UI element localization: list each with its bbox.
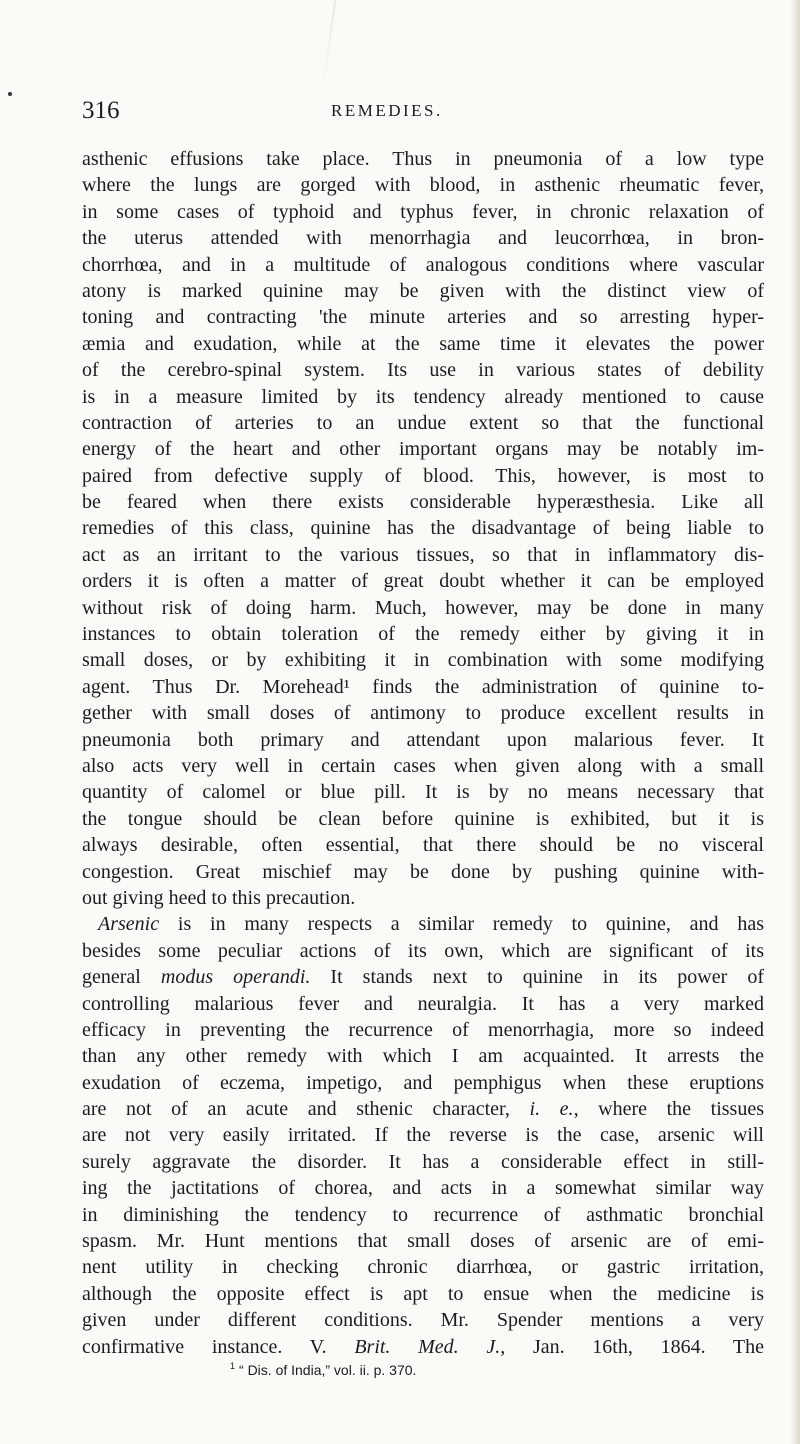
text-line: small doses, or by exhibiting it in combination with some modifying: [82, 649, 764, 672]
italic-term-arsenic: Arsenic: [98, 913, 160, 936]
text-line: are not of an acute and sthenic character, i. e., where the tissues: [82, 1098, 765, 1121]
page-number: 316: [82, 97, 120, 124]
text-line: of the cerebro-spinal system. Its use in various states of debility: [82, 359, 764, 382]
text-line: given under different conditions. Mr. Spender mentions a very: [82, 1309, 764, 1332]
text-line: instances to obtain toleration of the remedy either by giving it in: [82, 623, 764, 646]
italic-term-ie: i. e.: [529, 1098, 574, 1121]
text-line: remedies of this class, quinine has the disadvantage of being liable to: [82, 517, 764, 540]
text-line: also acts very well in certain cases when given along with a small: [82, 754, 764, 777]
text-line: toning and contracting 'the minute arteries and so arresting hyper-: [82, 306, 764, 329]
text-line: controlling malarious fever and neuralgia. It has a very marked: [82, 992, 764, 1015]
text-line: energy of the heart and other important organs may be notably im-: [82, 438, 764, 461]
italic-term-modus-operandi: modus operandi.: [160, 966, 311, 989]
text-line: where the lungs are gorged with blood, in asthenic rheumatic fever,: [82, 174, 764, 197]
text-line: general modus operandi. It stands next to quinine in its power of: [82, 966, 764, 989]
text-line: spasm. Mr. Hunt mentions that small doses of arsenic are of emi-: [82, 1230, 764, 1253]
text-line: orders it is often a matter of great doubt whether it can be employed: [82, 570, 764, 593]
text-line: act as an irritant to the various tissues, so that in inflammatory dis-: [82, 543, 764, 566]
text-line: although the opposite effect is apt to ensue when the medicine is: [82, 1282, 764, 1305]
text-line: out giving heed to this precaution.: [82, 886, 356, 909]
text-line: besides some peculiar actions of its own, which are significant of its: [82, 939, 764, 962]
text-line: efficacy in preventing the recurrence of menorrhagia, more so indeed: [82, 1018, 764, 1041]
text-line: æmia and exudation, while at the same time it elevates the power: [82, 332, 764, 355]
text-line: atony is marked quinine may be given with the distinct view of: [82, 279, 764, 302]
text-line: surely aggravate the disorder. It has a considerable effect in still-: [82, 1150, 764, 1173]
text-line: paired from defective supply of blood. This, however, is most to: [82, 464, 764, 487]
text-line: exudation of eczema, impetigo, and pemphigus when these eruptions: [82, 1071, 764, 1094]
text-line: quantity of calomel or blue pill. It is by no means necessary that: [82, 781, 764, 804]
text-line: is in a measure limited by its tendency already mentioned to cause: [82, 385, 764, 408]
text-line: than any other remedy with which I am acquainted. It arrests the: [82, 1045, 764, 1068]
running-head: REMEDIES.: [331, 101, 443, 120]
body-text: [82, 146, 764, 1360]
text-line: without risk of doing harm. Much, however, may be done in many: [82, 596, 764, 619]
paragraph-arsenic: [82, 911, 764, 1360]
text-line: are not very easily irritated. If the reverse is the case, arsenic will: [82, 1124, 764, 1147]
footnote-text: “ Dis. of India,” vol. ii. p. 370.: [239, 1362, 417, 1378]
text-line: nent utility in checking chronic diarrhœa, or gastric irritation,: [82, 1256, 764, 1279]
text-line: be feared when there exists considerable hyperæsthesia. Like all: [82, 491, 764, 514]
text-line: the tongue should be clean before quinine is exhibited, but it is: [82, 807, 764, 830]
footnote: [230, 1356, 416, 1380]
italic-citation: Brit. Med. J.: [354, 1335, 501, 1358]
page-header: [0, 94, 800, 128]
text-line: in some cases of typhoid and typhus fever, in chronic relaxation of: [82, 200, 764, 223]
text-line: in diminishing the tendency to recurrence of asthmatic bronchial: [82, 1203, 764, 1226]
text-line: Arsenic is in many respects a similar remedy to quinine, and has: [98, 913, 764, 936]
text-line: the uterus attended with menorrhagia and leucorrhœa, in bron-: [82, 227, 764, 250]
footnote-marker: 1: [230, 1361, 236, 1371]
text-line: contraction of arteries to an undue extent so that the functional: [82, 411, 764, 434]
text-line: agent. Thus Dr. Morehead¹ finds the administration of quinine to-: [82, 675, 764, 698]
paragraph-quinine: [82, 146, 764, 911]
text-line: ing the jactitations of chorea, and acts in a somewhat similar way: [82, 1177, 764, 1200]
text-line: always desirable, often essential, that there should be no visceral: [82, 834, 764, 857]
text-line: congestion. Great mischief may be done by pushing quinine with-: [82, 860, 764, 883]
page-fold-shadow: [322, 0, 337, 89]
text-line: pneumonia both primary and attendant upon malarious fever. It: [82, 728, 764, 751]
page-edge-shading: [790, 0, 800, 1444]
text-line: gether with small doses of antimony to produce excellent results in: [82, 702, 764, 725]
text-line: asthenic effusions take place. Thus in pneumonia of a low type: [82, 148, 764, 170]
text-line: confirmative instance. V. Brit. Med. J., Jan. 16th, 1864. The: [82, 1335, 764, 1358]
text-line: chorrhœa, and in a multitude of analogous conditions where vascular: [82, 253, 764, 276]
